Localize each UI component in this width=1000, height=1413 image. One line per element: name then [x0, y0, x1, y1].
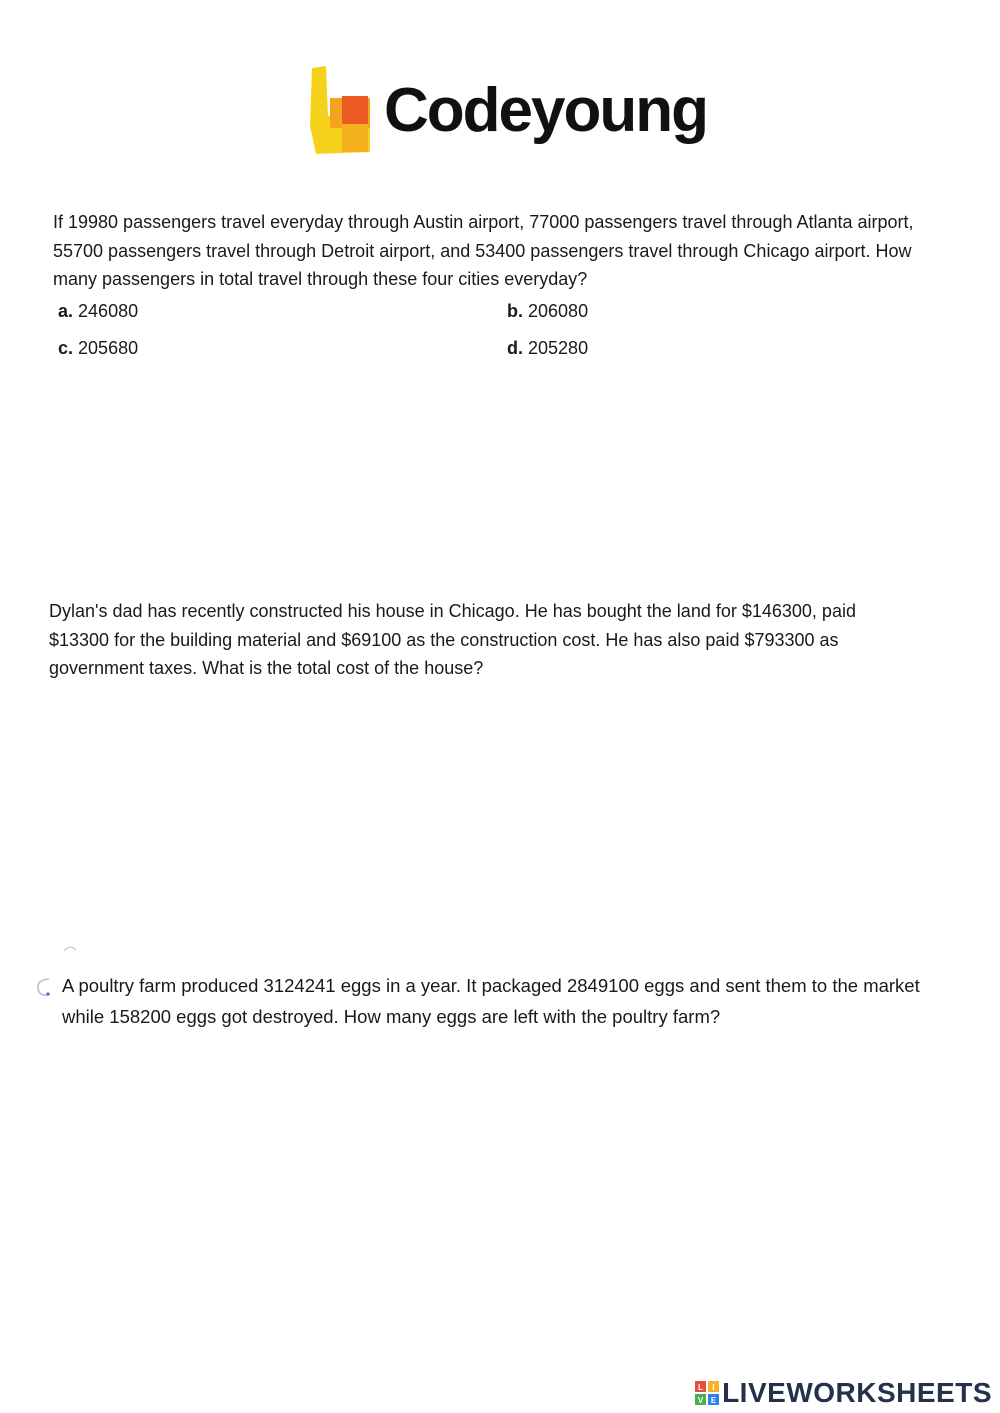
question-1-option-b[interactable] — [507, 301, 588, 322]
question-1-option-a[interactable] — [58, 301, 138, 322]
question-2-text: Dylan's dad has recently constructed his house in Chicago. He has bought the land for $146300, paid $13300 for the building material and $69100 as the construction cost. He has also paid $793300 as government taxes. What is the total cost of the house? — [49, 601, 856, 678]
logo-wordmark: Codeyoung — [384, 76, 707, 145]
option-letter: a. — [58, 301, 74, 321]
option-value: 246080 — [78, 301, 139, 321]
svg-text:I: I — [712, 1383, 715, 1392]
svg-text:V: V — [697, 1396, 704, 1405]
option-value: 206080 — [528, 301, 589, 321]
option-letter: d. — [507, 338, 523, 358]
scan-artifact-icon — [34, 976, 54, 998]
svg-text:L: L — [698, 1383, 704, 1392]
liveworksheets-wordmark: LIVEWORKSHEETS — [722, 1377, 992, 1408]
svg-text:E: E — [710, 1396, 717, 1405]
liveworksheets-brand — [694, 1377, 992, 1409]
option-value: 205280 — [528, 338, 589, 358]
option-letter: c. — [58, 338, 74, 358]
codeyoung-logo — [306, 66, 706, 166]
question-1-text: If 19980 passengers travel everyday through Austin airport, 77000 passengers travel through Atlanta airport, 55700 passengers travel through Detroit airport, and 53400 passengers travel through Chicago airport. How many passengers in total travel through these four cities everyday? — [53, 212, 914, 289]
option-value: 205680 — [78, 338, 139, 358]
codeyoung-logo-icon — [306, 66, 372, 156]
liveworksheets-logo-icon — [694, 1380, 720, 1406]
question-1-option-d[interactable] — [507, 338, 588, 359]
question-3-text: A poultry farm produced 3124241 eggs in a year. It packaged 2849100 eggs and sent them to the market while 158200 eggs got destroyed. How many eggs are left with the poultry farm? — [62, 975, 920, 1027]
scan-artifact-icon — [62, 944, 78, 952]
question-1-option-c[interactable] — [58, 338, 138, 359]
option-letter: b. — [507, 301, 523, 321]
